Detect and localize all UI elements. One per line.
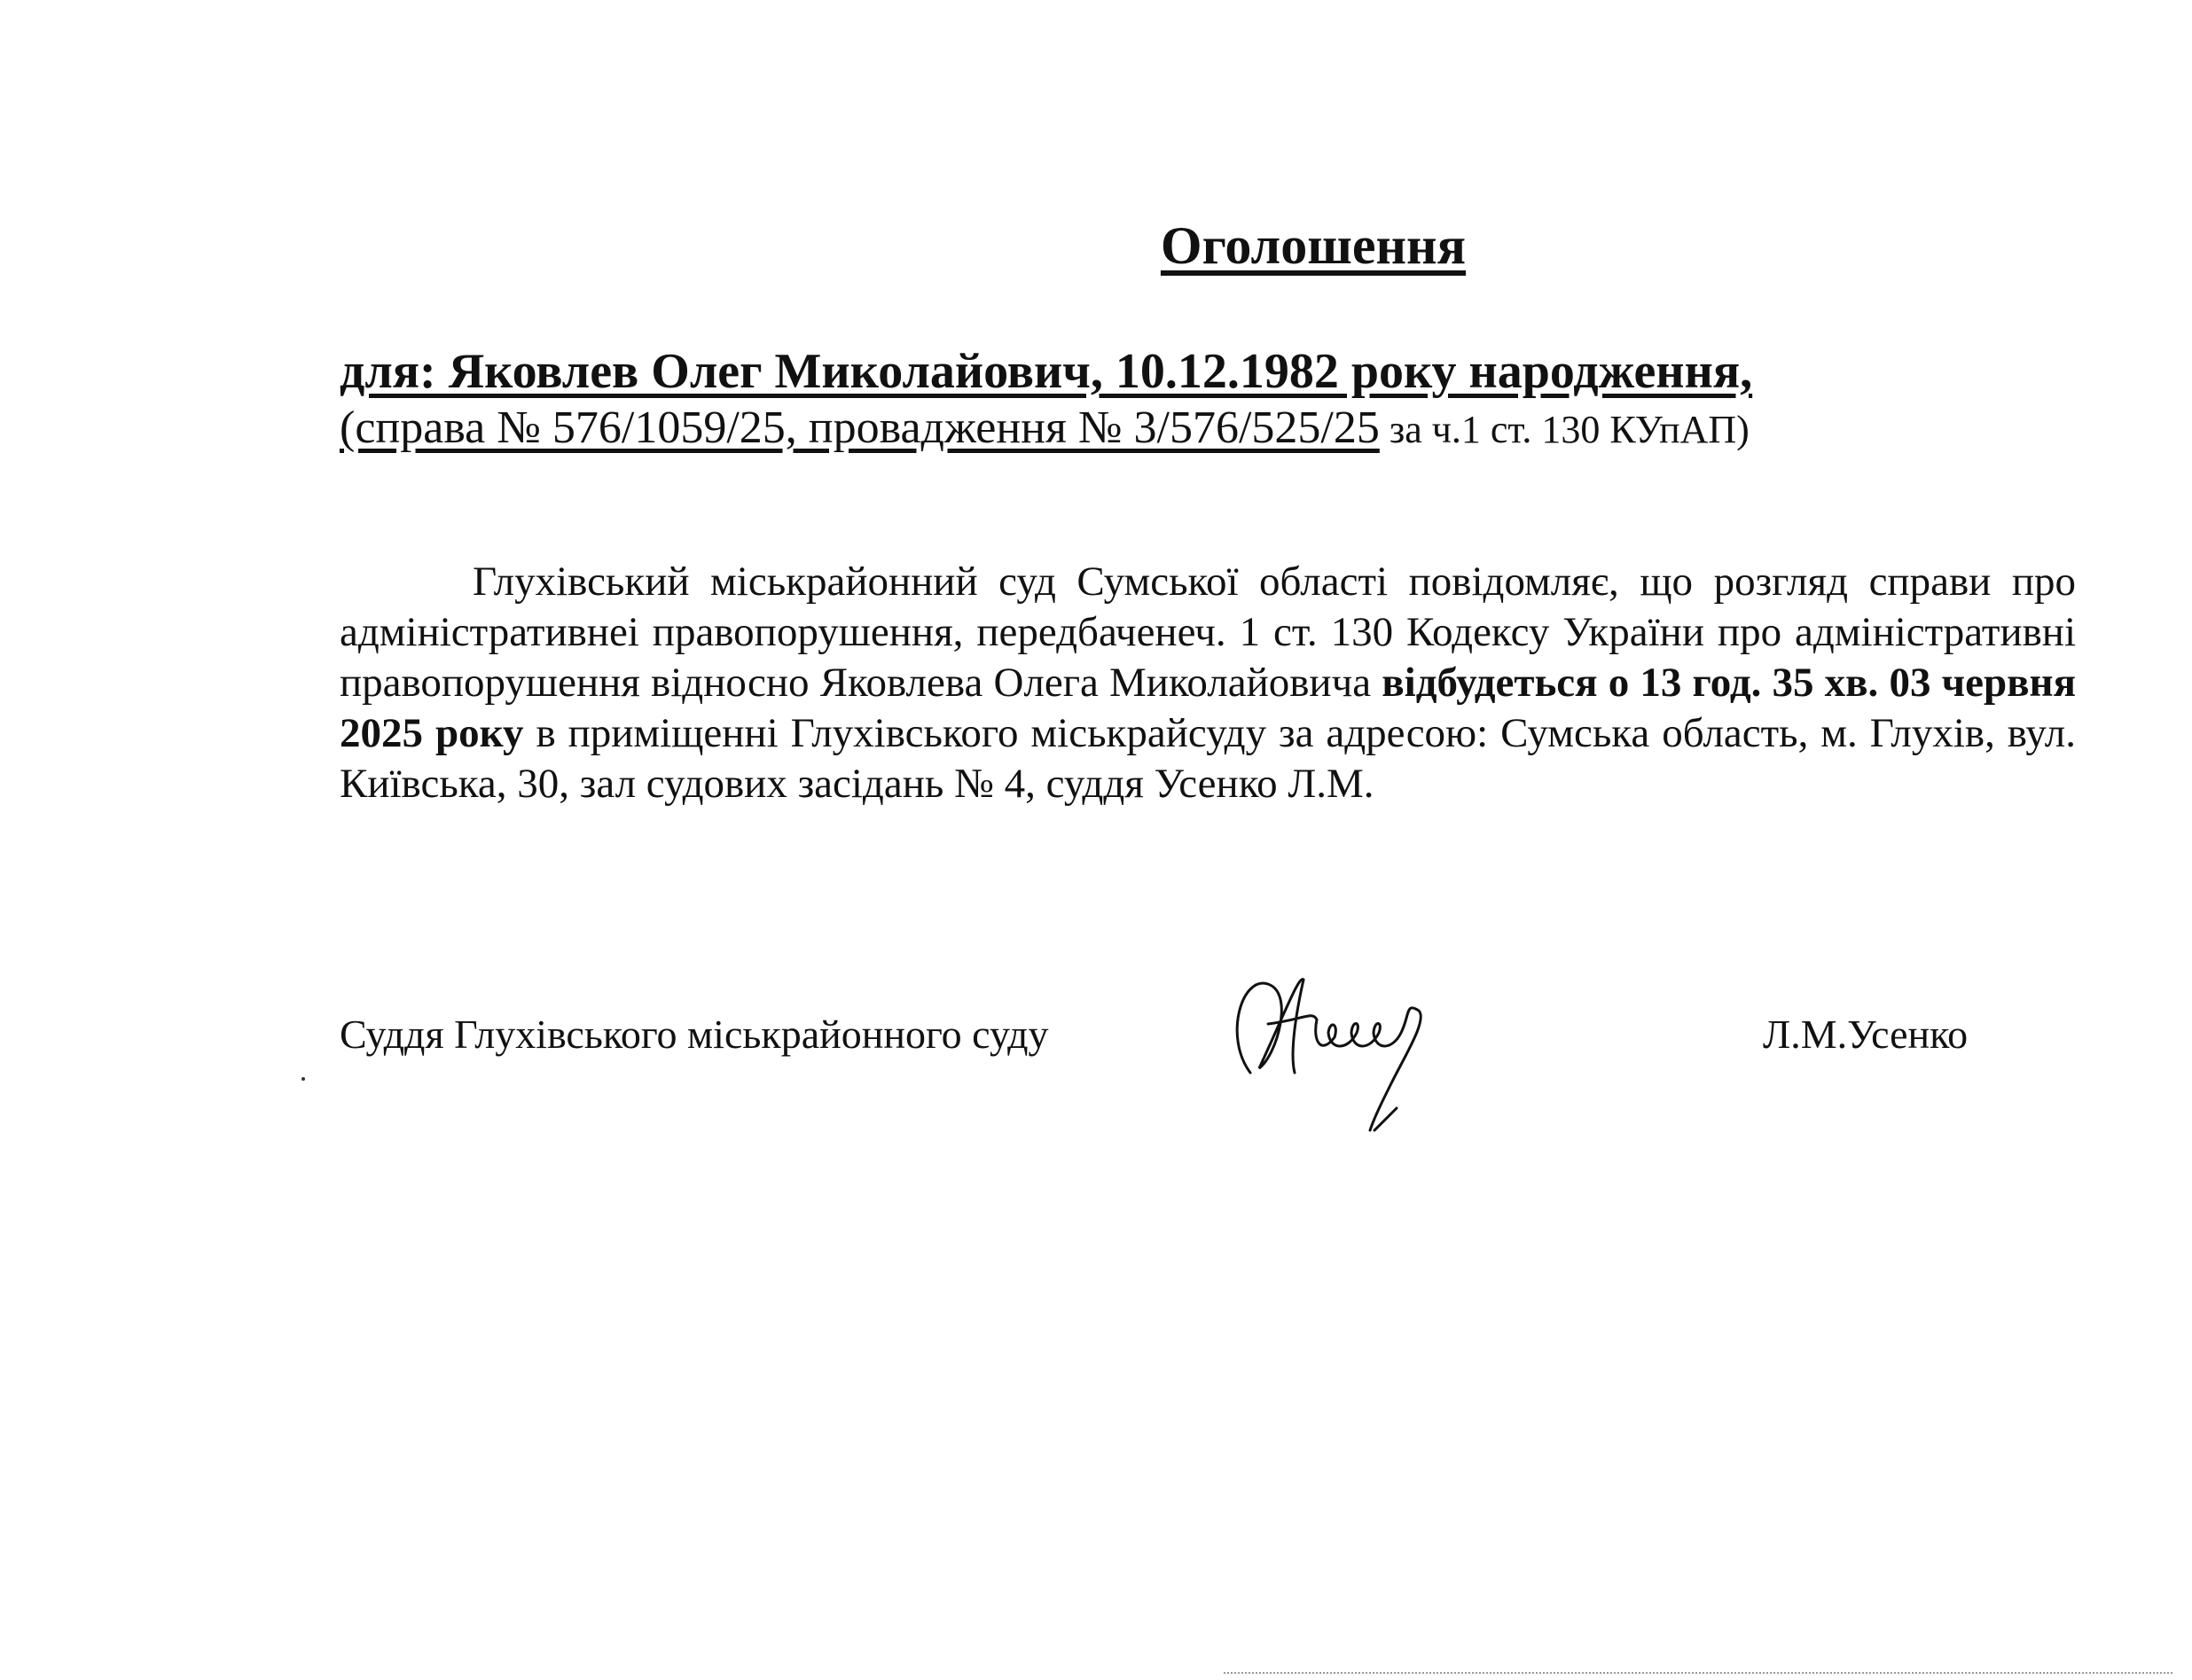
page-title: [0, 215, 2192, 277]
notice-body: [340, 557, 2076, 809]
body-hearing-time: відбудеться о 13 год. 35 хв. 03 червня 2025 року: [340, 660, 2077, 756]
case-reference: (справа № 576/1059/25, провадження № 3/576/525/25: [340, 402, 1380, 453]
signature-position-label: Суддя Глухівського міськрайонного суду: [340, 1012, 1049, 1057]
body-text-part1: Глухівський міськрайонний суд Сумської області повідомляє, що розгляд справи про адміністративнеі правопорушення, передбаченеч. 1 ст. 130 Кодексу України про адміністративні правопорушення відносно Яковлева Олега Миколайовича: [340, 559, 2076, 706]
case-article: за ч.1 ст. 130 КУпАП): [1379, 408, 1750, 451]
scan-speck: [301, 1077, 305, 1081]
judge-name: Л.М.Усенко: [1763, 1012, 1969, 1057]
body-text-part2: в приміщенні Глухівського міськрайсуду за адресою: Сумська область, м. Глухів, вул. Київська, 30, зал судових засідань № 4, суддя Усенко Л.М.: [340, 710, 2077, 807]
heading-text: Оголошення: [1160, 216, 1467, 275]
recipient-line: для: Яковлев Олег Миколайович, 10.12.1982 року народження,: [340, 344, 1753, 399]
case-line: [340, 402, 1750, 454]
handwritten-signature: [1215, 957, 1516, 1135]
scan-bottom-edge: [1224, 1672, 2172, 1676]
